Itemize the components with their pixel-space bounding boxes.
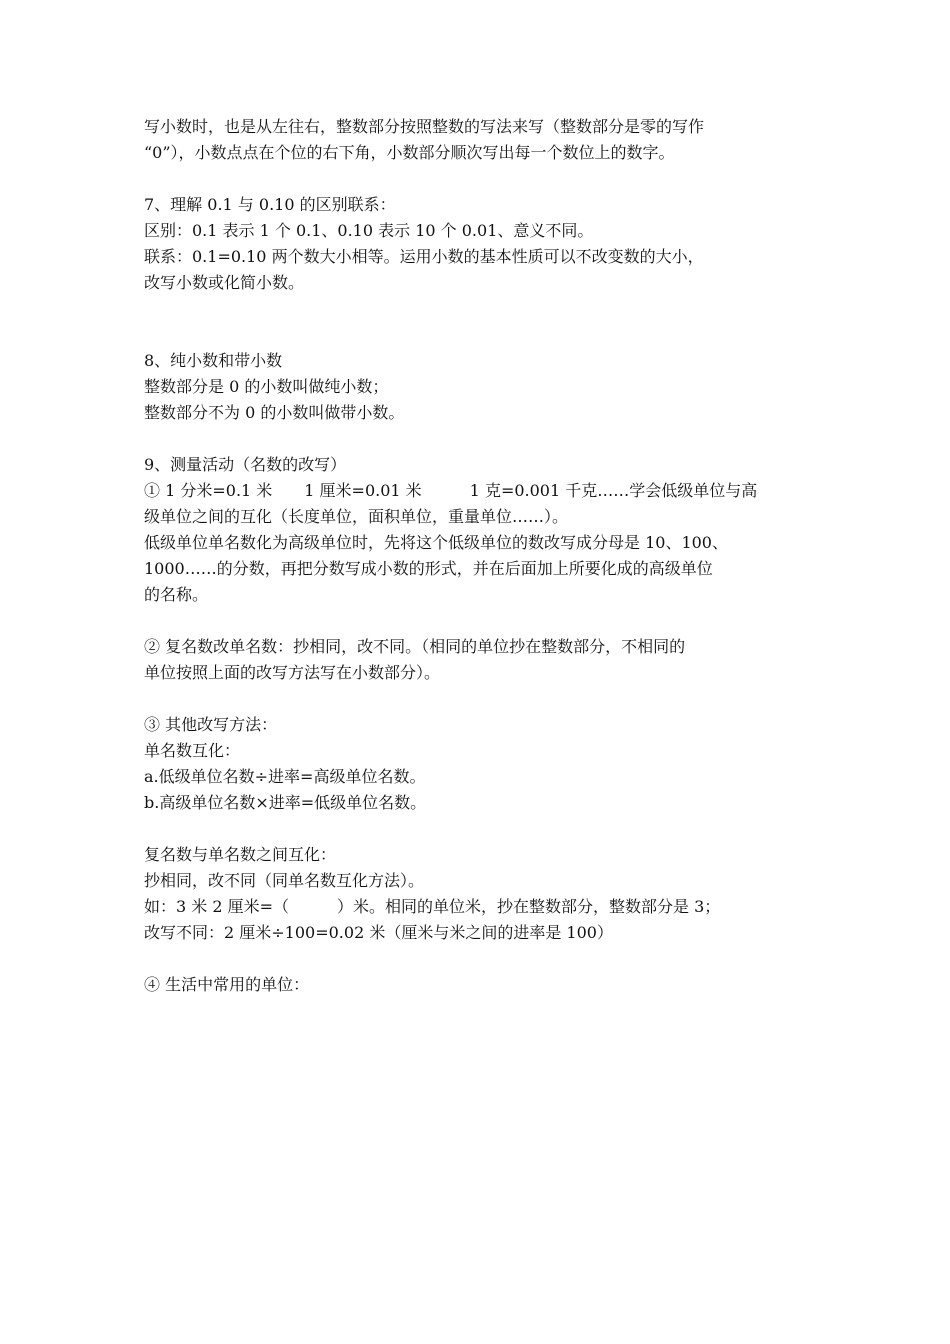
spacer [144,608,814,634]
section-7-difference: 区别：0.1 表示 1 个 0.1、0.10 表示 10 个 0.01、意义不同。 [144,221,594,240]
intro-line-2: “0”），小数点点在个位的右下角，小数部分顺次写出每一个数位上的数字。 [144,143,675,162]
single-unit-heading: 单名数互化： [144,741,241,760]
section-8-heading: 8、纯小数和带小数 [144,351,283,370]
section-9-item-2-line-1: ② 复名数改单名数：抄相同，改不同。（相同的单位抄在整数部分，不相同的 [144,637,686,656]
single-unit-rule-b: b.高级单位名数×进率=低级单位名数。 [144,793,427,812]
section-9-item-1-line-2: 级单位之间的互化（长度单位，面积单位，重量单位……）。 [144,507,569,526]
section-7-relation-line-1: 联系：0.1=0.10 两个数大小相等。运用小数的基本性质可以不改变数的大小， [144,247,704,266]
section-8-mixed-decimal: 整数部分不为 0 的小数叫做带小数。 [144,403,405,422]
spacer [144,686,814,712]
section-8-pure-decimal: 整数部分是 0 的小数叫做纯小数； [144,377,389,396]
section-9-explain-line-2: 1000……的分数，再把分数写成小数的形式，并在后面加上所要化成的高级单位 [144,559,713,578]
spacer [144,816,814,842]
section-7-relation-line-2: 改写小数或化简小数。 [144,273,305,292]
section-9-item-3-heading: ③ 其他改写方法： [144,715,278,734]
single-unit-rule-a: a.低级单位名数÷进率=高级单位名数。 [144,767,426,786]
intro-line-1: 写小数时，也是从左往右，整数部分按照整数的写法来写（整数部分是零的写作 [144,117,705,136]
example-line-2: 改写不同：2 厘米÷100=0.02 米（厘米与米之间的进率是 100） [144,923,613,942]
spacer [144,296,814,348]
section-9-item-2-line-2: 单位按照上面的改写方法写在小数部分）。 [144,663,441,682]
spacer [144,946,814,972]
compound-unit-rule: 抄相同，改不同（同单名数互化方法）。 [144,871,425,890]
section-9-explain-line-3: 的名称。 [144,585,209,604]
section-9-heading: 9、测量活动（名数的改写） [144,455,347,474]
section-7-heading: 7、理解 0.1 与 0.10 的区别联系： [144,195,396,214]
spacer [144,426,814,452]
document-body [144,114,814,998]
compound-unit-heading: 复名数与单名数之间互化： [144,845,337,864]
section-9-item-1-line-1: ① 1 分米=0.1 米 1 厘米=0.01 米 1 克=0.001 千克……学会低级单位与高 [144,481,758,500]
spacer [144,166,814,192]
example-line-1: 如：3 米 2 厘米=（ ）米。相同的单位米，抄在整数部分，整数部分是 3； [144,897,721,916]
section-9-item-4-heading: ④ 生活中常用的单位： [144,975,310,994]
section-9-explain-line-1: 低级单位单名数化为高级单位时，先将这个低级单位的数改写成分母是 10、100、 [144,533,728,552]
